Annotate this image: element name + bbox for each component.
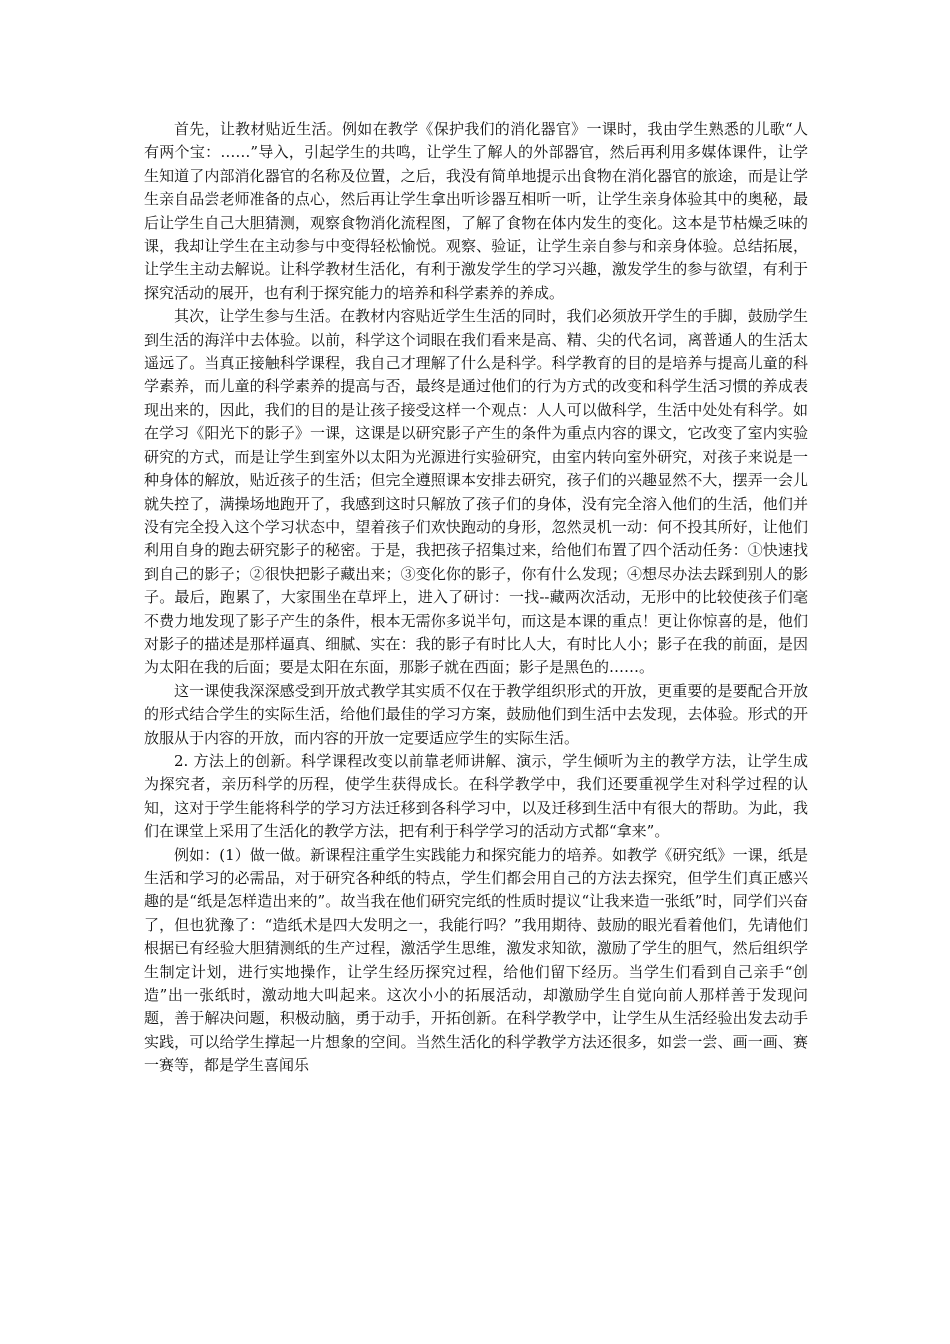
paragraph-4: 2. 方法上的创新。科学课程改变以前靠老师讲解、演示，学生倾听为主的教学方法，让学生成为探究者，亲历科学的历程，使学生获得成长。在科学教学中，我们还要重视学生对科学过程的认知，这对于学生能将科学的学习方法迁移到各科学习中，以及迁移到生活中有很大的帮助。为此，我们在课堂上采用了生活化的教学方法，把有利于科学学习的活动方式都“拿来”。 xyxy=(144,751,808,841)
paragraph-3: 这一课使我深深感受到开放式教学其实质不仅在于教学组织形式的开放，更重要的是要配合开放的形式结合学生的实际生活，给他们最佳的学习方案，鼓励他们到生活中去发现，去体验。形式的开放服从于内容的开放，而内容的开放一定要适应学生的实际生活。 xyxy=(144,681,808,747)
paragraph-1: 首先，让教材贴近生活。例如在教学《保护我们的消化器官》一课时，我由学生熟悉的儿歌“人有两个宝：……”导入，引起学生的共鸣，让学生了解人的外部器官，然后再利用多媒体课件，让学生知道了内部消化器官的名称及位置，之后，我没有简单地提示出食物在消化器官的旅途，而是让学生亲自品尝老师准备的点心，然后再让学生拿出听诊器互相听一听，让学生亲身体验其中的奥秘，最后让学生自己大胆猜测，观察食物消化流程图，了解了食物在体内发生的变化。这本是节枯燥乏味的课，我却让学生在主动参与中变得轻松愉悦。观察、验证，让学生亲自参与和亲身体验。总结拓展，让学生主动去解说。让科学教材生活化，有利于激发学生的学习兴趣，激发学生的参与欲望，有利于探究活动的展开，也有利于探究能力的培养和科学素养的养成。 xyxy=(144,120,808,302)
document-page xyxy=(144,118,808,1078)
paragraph-2: 其次，让学生参与生活。在教材内容贴近学生生活的同时，我们必须放开学生的手脚，鼓励学生到生活的海洋中去体验。以前，科学这个词眼在我们看来是高、精、尖的代名词，离普通人的生活太遥远了。当真正接触科学课程，我自己才理解了什么是科学。科学教育的目的是培养与提高儿童的科学素养，而儿童的科学素养的提高与否，最终是通过他们的行为方式的改变和科学生活习惯的养成表现出来的，因此，我们的目的是让孩子接受这样一个观点：人人可以做科学，生活中处处有科学。如在学习《阳光下的影子》一课，这课是以研究影子产生的条件为重点内容的课文，它改变了室内实验研究的方式，而是让学生到室外以太阳为光源进行实验研究，由室内转向室外研究，对孩子来说是一种身体的解放，贴近孩子的生活；但完全遵照课本安排去研究，孩子们的兴趣显然不大，摆弄一会儿就失控了，满操场地跑开了，我感到这时只解放了孩子们的身体，没有完全溶入他们的生活，他们并没有完全投入这个学习状态中，望着孩子们欢快跑动的身形，忽然灵机一动：何不投其所好，让他们利用自身的跑去研究影子的秘密。于是，我把孩子招集过来，给他们布置了四个活动任务：①快速找到自己的影子；②很快把影子藏出来；③变化你的影子，你有什么发现；④想尽办法去踩到别人的影子。最后，跑累了，大家围坐在草坪上，进入了研讨：一找--藏两次活动，无形中的比较使孩子们毫不费力地发现了影子产生的条件，根本无需你多说半句，而这是本课的重点！更让你惊喜的是，他们对影子的描述是那样逼真、细腻、实在：我的影子有时比人大，有时比人小；影子在我的前面，是因为太阳在我的后面；要是太阳在东面，那影子就在西面；影子是黑色的……。 xyxy=(144,307,808,677)
paragraph-5: 例如：(1）做一做。新课程注重学生实践能力和探究能力的培养。如教学《研究纸》一课，纸是生活和学习的必需品，对于研究各种纸的特点，学生们都会用自己的方法去探究，但学生们真正感兴趣的是“纸是怎样造出来的”。故当我在他们研究完纸的性质时提议“让我来造一张纸”时，同学们兴奋了，但也犹豫了：“造纸术是四大发明之一，我能行吗？”我用期待、鼓励的眼光看着他们，先请他们根据已有经验大胆猜测纸的生产过程，激活学生思维，激发求知欲，激励了学生的胆气，然后组织学生制定计划，进行实地操作，让学生经历探究过程，给他们留下经历。当学生们看到自己亲手“创造”出一张纸时，激动地大叫起来。这次小小的拓展活动，却激励学生自觉向前人那样善于发现问题，善于解决问题，积极动脑，勇于动手，开拓创新。在科学教学中，让学生从生活经验出发去动手实践，可以给学生撑起一片想象的空间。当然生活化的科学教学方法还很多，如尝一尝、画一画、赛一赛等，都是学生喜闻乐 xyxy=(144,845,808,1075)
